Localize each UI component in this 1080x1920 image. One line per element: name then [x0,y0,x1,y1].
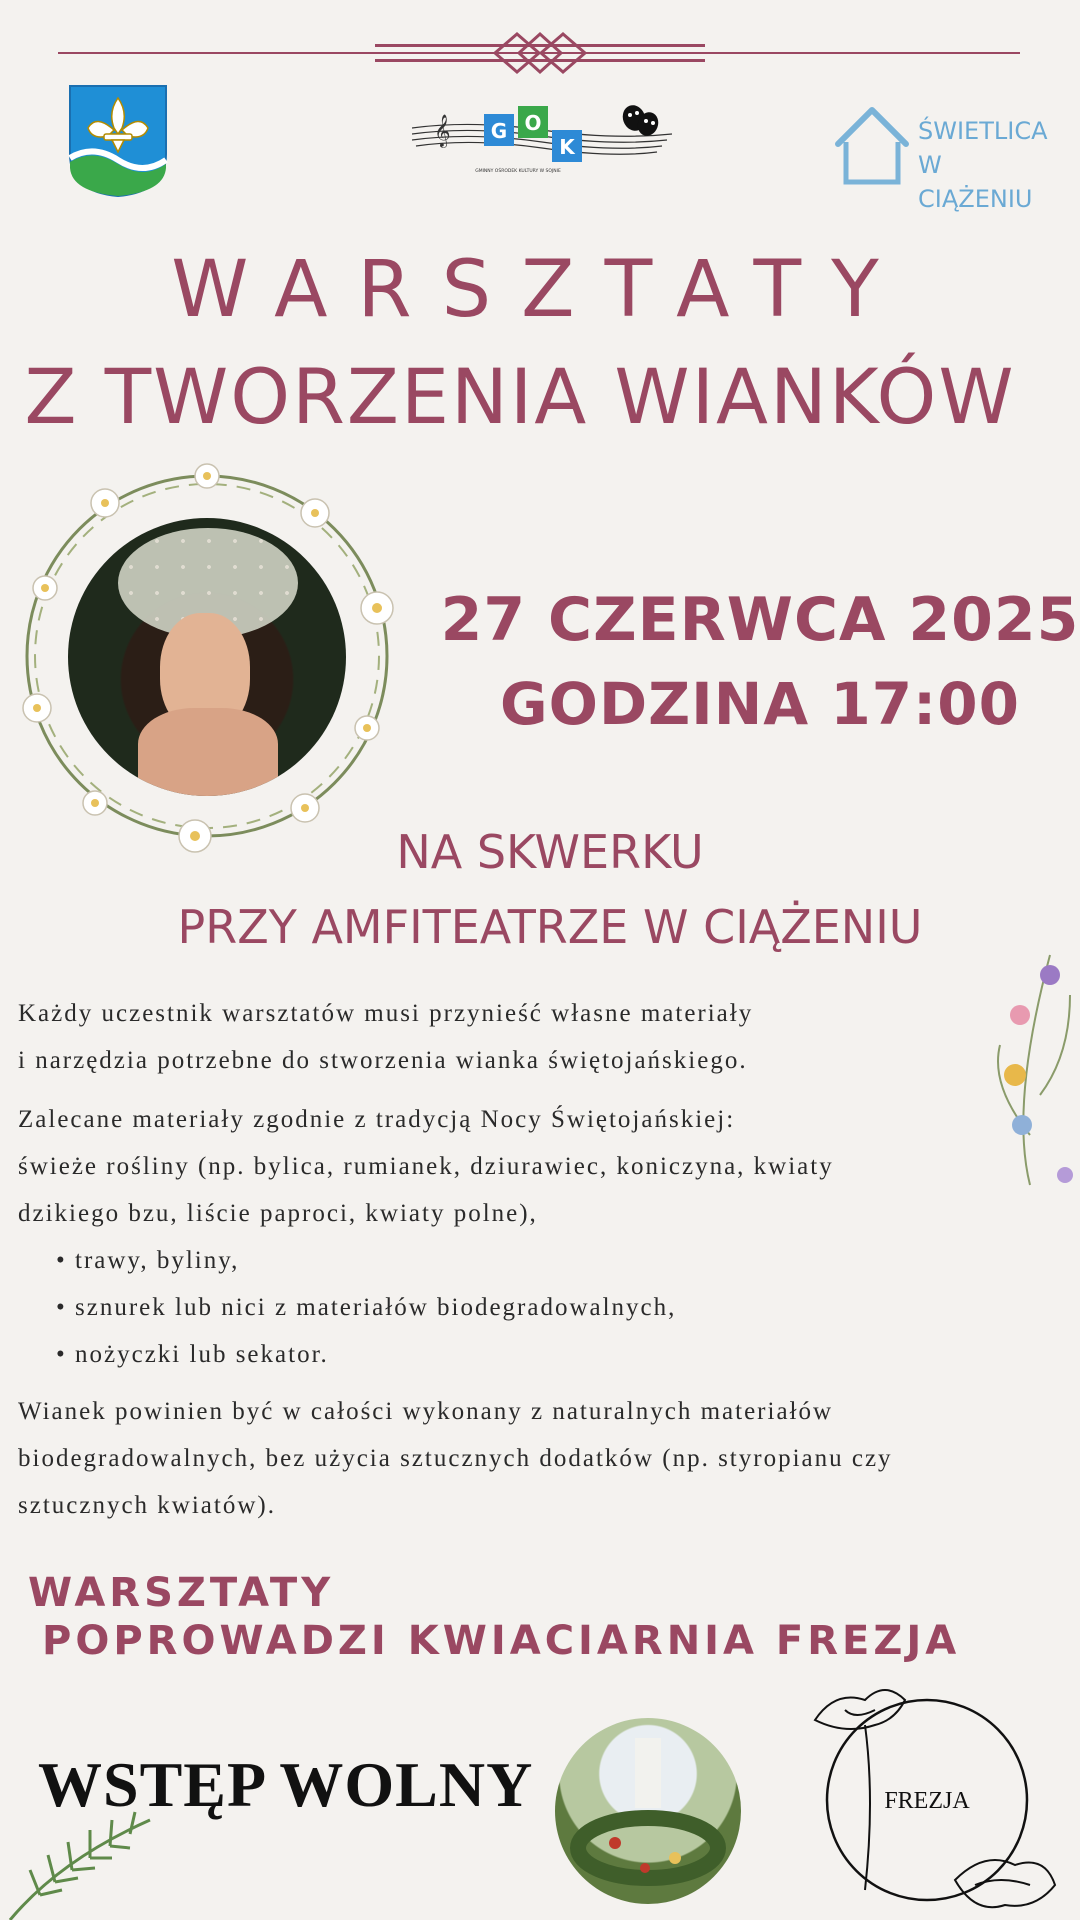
lead-line2: POPROWADZI KWIACIARNIA FREZJA [42,1618,961,1664]
fleur-de-lis-crest-icon [68,84,168,198]
p3-line1: Wianek powinien być w całości wykonany z naturalnych materiałów [18,1398,834,1425]
wreath-photo [555,1718,741,1904]
top-ornament [375,30,705,76]
event-hour: GODZINA 17:00 [500,670,1020,738]
free-entry: WSTĘP WOLNY [38,1749,534,1820]
gok-logo [412,100,672,190]
description [18,990,1068,1529]
gok-letter-k: K [559,135,575,159]
gok-caption: GMINNY OŚRODEK KULTURY W SOJNIE [475,169,561,174]
house-icon [832,104,912,190]
svg-text:𝄞: 𝄞 [434,114,451,147]
p3-line2: biodegradowalnych, bez użycia sztucznych dodatków (np. styropianu czy [18,1445,893,1472]
list-item: • sznurek lub nici z materiałów biodegradowalnych, [56,1284,1068,1331]
frezja-logo [805,1680,1060,1920]
p2-line1: Zalecane materiały zgodnie z tradycją Nocy Świętojańskiej: [18,1106,736,1133]
gok-letter-g: G [490,119,508,143]
theater-masks-icon [619,102,661,139]
p1-line2: i narzędzia potrzebne do stworzenia wianka świętojańskiego. [18,1047,748,1074]
event-place-line1: NA SKWERKU [396,825,704,879]
materials-list [18,1237,1068,1378]
swietlica-logo [832,104,1048,213]
list-item: • trawy, byliny, [56,1237,1068,1284]
p2-line3: dzikiego bzu, liście paproci, kwiaty polne), [18,1200,538,1227]
fern-decoration [0,1800,175,1920]
hands [138,708,278,796]
p2-line2: świeże rośliny (np. bylica, rumianek, dziurawiec, koniczyna, kwiaty [18,1153,834,1180]
swietlica-line1: ŚWIETLICA [918,117,1048,145]
title-line2: Z TWORZENIA WIANKÓW [24,352,1016,441]
p1-line1: Każdy uczestnik warsztatów musi przynieść własne materiały [18,1000,754,1027]
gok-letter-o: O [524,111,542,135]
portrait-photo [68,518,346,796]
title-line1: WARSZTATY [171,245,909,335]
list-item: • nożyczki lub sekator. [56,1331,1068,1378]
event-place-line2: PRZY AMFITEATRZE W CIĄŻENIU [177,900,923,954]
frezja-label: FREZJA [884,1788,970,1814]
lead-line1: WARSZTATY [28,1570,335,1616]
swietlica-line2: W CIĄŻENIU [918,151,1033,213]
event-date: 27 CZERWCA 2025 [440,585,1080,655]
p3-line3: sztucznych kwiatów). [18,1492,276,1519]
